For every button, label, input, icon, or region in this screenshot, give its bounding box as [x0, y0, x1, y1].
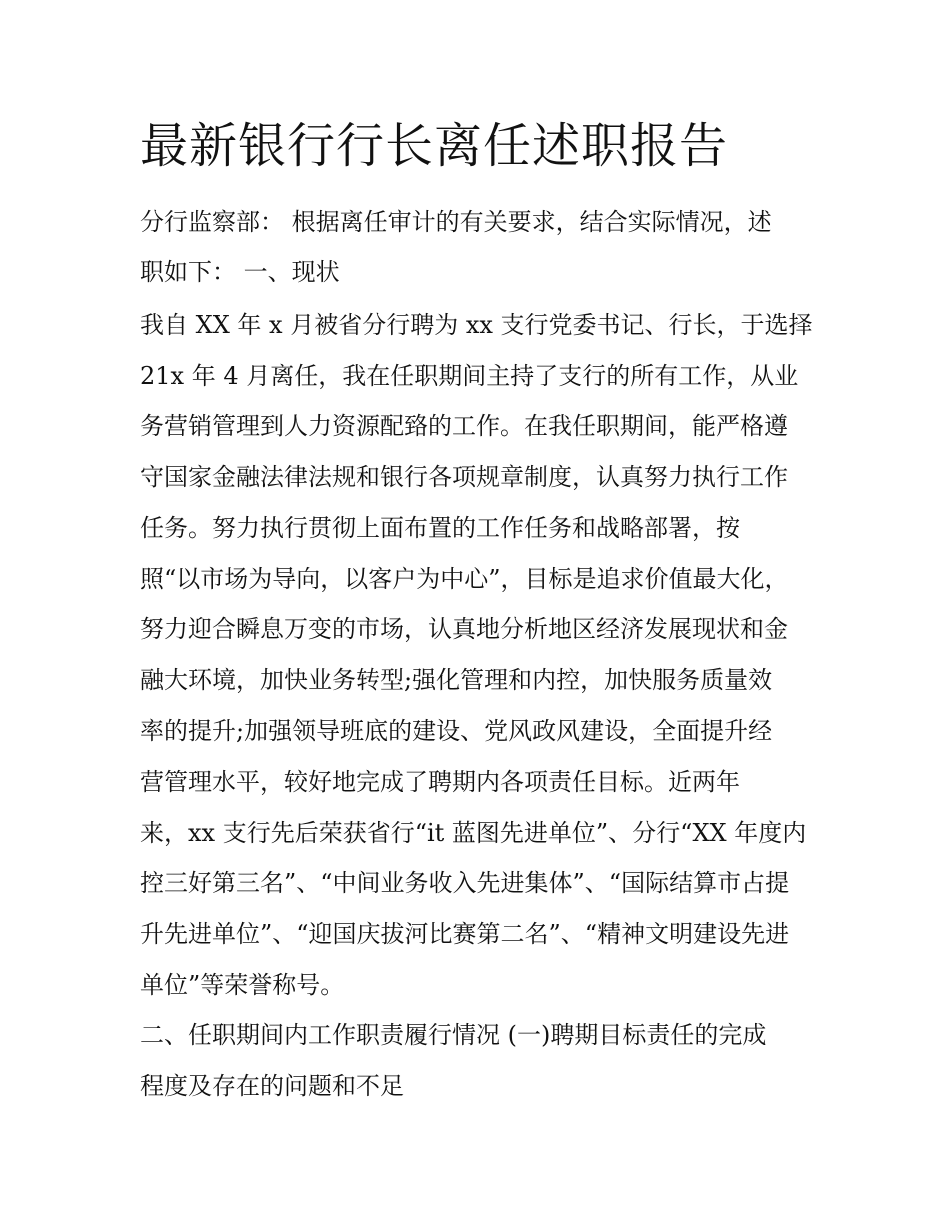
body-line: 二、任职期间内工作职责履行情况 (一)聘期目标责任的完成	[140, 1021, 767, 1049]
body-line: 务营销管理到人力资源配臵的工作。在我任职期间，能严格遵	[140, 412, 788, 440]
body-line: 守国家金融法律法规和银行各项规章制度，认真努力执行工作	[140, 463, 788, 491]
body-line: 努力迎合瞬息万变的市场，认真地分析地区经济发展现状和金	[140, 615, 788, 643]
body-line: 分行监察部： 根据离任审计的有关要求，结合实际情况，述	[140, 208, 772, 236]
body-line: 任务。努力执行贯彻上面布置的工作任务和战略部署，按	[140, 514, 740, 542]
body-line: 我自 XX 年 x 月被省分行聘为 xx 支行党委书记、行长，于选择	[140, 311, 813, 339]
body-line: 职如下： 一、现状	[140, 258, 340, 286]
body-line: 融大环境，加快业务转型;强化管理和内控，加快服务质量效	[140, 666, 773, 694]
body-line: 单位”等荣誉称号。	[140, 971, 345, 999]
body-line: 升先进单位”、“迎国庆拔河比赛第二名”、“精神文明建设先进	[140, 920, 790, 948]
body-line: 控三好第三名”、“中间业务收入先进集体”、“国际结算市占提	[140, 869, 790, 897]
body-line: 来，xx 支行先后荣获省行“it 蓝图先进单位”、分行“XX 年度内	[140, 819, 807, 847]
body-line: 程度及存在的问题和不足	[140, 1072, 404, 1100]
body-line: 营管理水平，较好地完成了聘期内各项责任目标。近两年	[140, 768, 740, 796]
body-line: 率的提升;加强领导班底的建设、党风政风建设，全面提升经	[140, 717, 773, 745]
body-line: 照“以市场为导向，以客户为中心”，目标是追求价值最大化，	[140, 565, 789, 593]
body-line: 21x 年 4 月离任，我在任职期间主持了支行的所有工作，从业	[140, 362, 799, 390]
document-title: 最新银行行长离任述职报告	[140, 118, 729, 174]
